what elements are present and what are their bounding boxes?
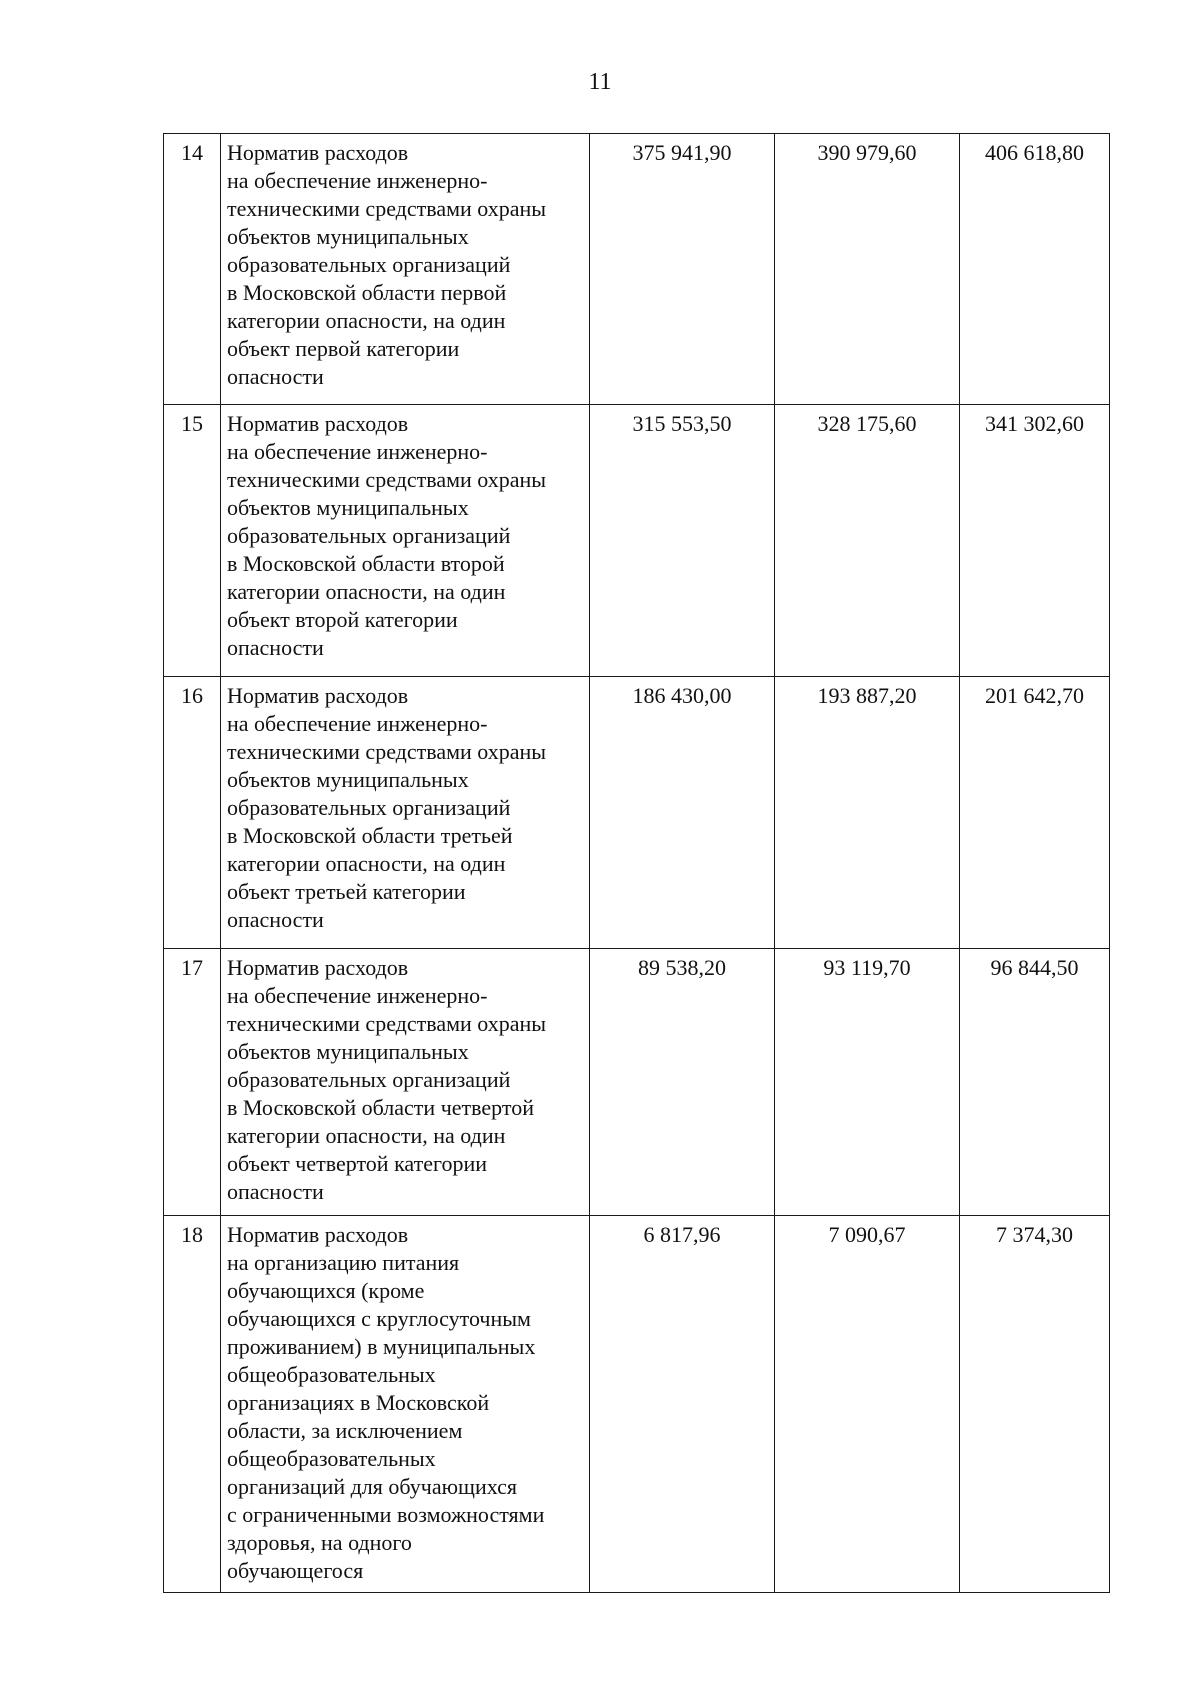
norms-table: [163, 133, 1110, 1593]
row-number: 14: [164, 134, 221, 405]
row-number: 15: [164, 405, 221, 677]
table-row: [164, 949, 1110, 1216]
value-cell: 93 119,70: [775, 949, 960, 1216]
row-description: Норматив расходов на организацию питания обучающихся (кроме обучающихся с круглосуточным проживанием) в муниципальных общеобразовательных организациях в Московской области, за исключением общеобразовательных организаций для обучающихся с ограниченными возможностями здоровья, на одного обучающегося: [221, 1216, 590, 1593]
value-cell: 186 430,00: [590, 677, 775, 949]
value-cell: 315 553,50: [590, 405, 775, 677]
value-cell: 375 941,90: [590, 134, 775, 405]
table-row: [164, 405, 1110, 677]
value-cell: 193 887,20: [775, 677, 960, 949]
value-cell: 341 302,60: [960, 405, 1110, 677]
row-description: Норматив расходов на обеспечение инженерно- техническими средствами охраны объектов муниципальных образовательных организаций в Московской области четвертой категории опасности, на один объект четвертой категории опасности: [221, 949, 590, 1216]
value-cell: 7 374,30: [960, 1216, 1110, 1593]
table-row: [164, 677, 1110, 949]
row-number: 17: [164, 949, 221, 1216]
row-description: Норматив расходов на обеспечение инженерно- техническими средствами охраны объектов муниципальных образовательных организаций в Московской области первой категории опасности, на один объект первой категории опасности: [221, 134, 590, 405]
value-cell: 201 642,70: [960, 677, 1110, 949]
value-cell: 7 090,67: [775, 1216, 960, 1593]
value-cell: 6 817,96: [590, 1216, 775, 1593]
table-row: [164, 1216, 1110, 1593]
table-row: [164, 134, 1110, 405]
value-cell: 406 618,80: [960, 134, 1110, 405]
row-description: Норматив расходов на обеспечение инженерно- техническими средствами охраны объектов муниципальных образовательных организаций в Московской области второй категории опасности, на один объект второй категории опасности: [221, 405, 590, 677]
row-number: 18: [164, 1216, 221, 1593]
value-cell: 390 979,60: [775, 134, 960, 405]
value-cell: 328 175,60: [775, 405, 960, 677]
value-cell: 96 844,50: [960, 949, 1110, 1216]
row-number: 16: [164, 677, 221, 949]
value-cell: 89 538,20: [590, 949, 775, 1216]
page-number: 11: [588, 69, 612, 95]
row-description: Норматив расходов на обеспечение инженерно- техническими средствами охраны объектов муниципальных образовательных организаций в Московской области третьей категории опасности, на один объект третьей категории опасности: [221, 677, 590, 949]
